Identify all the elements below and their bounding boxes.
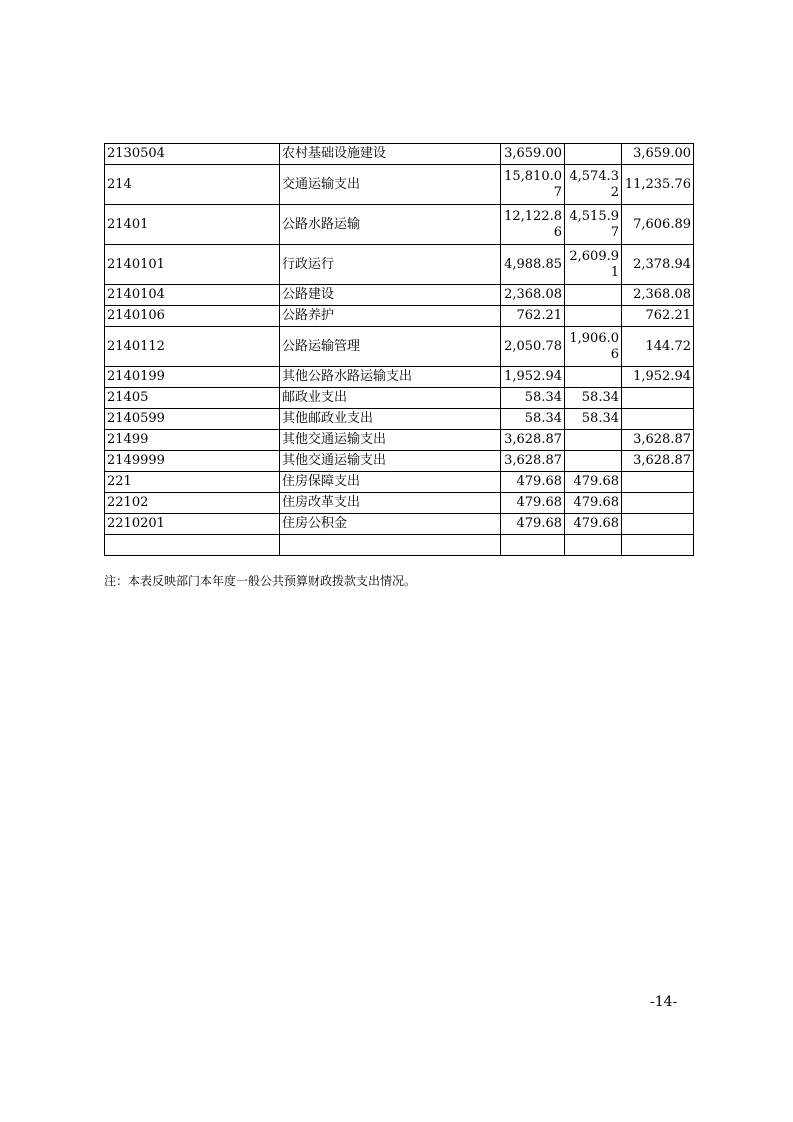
cell-code: 214 xyxy=(105,165,280,205)
table-row xyxy=(105,493,694,514)
cell-basic: 479.68 xyxy=(565,472,622,493)
cell-name: 行政运行 xyxy=(280,245,501,285)
cell-name: 其他邮政业支出 xyxy=(280,409,501,430)
cell-total: 762.21 xyxy=(501,306,565,327)
cell-name: 其他公路水路运输支出 xyxy=(280,367,501,388)
cell-project xyxy=(622,472,694,493)
cell-code: 2210201 xyxy=(105,514,280,535)
cell-code: 2140104 xyxy=(105,285,280,306)
cell-total: 479.68 xyxy=(501,514,565,535)
cell-project xyxy=(622,388,694,409)
cell-total: 479.68 xyxy=(501,493,565,514)
cell-basic: 479.68 xyxy=(565,514,622,535)
cell-code: 21401 xyxy=(105,205,280,245)
cell-project: 2,378.94 xyxy=(622,245,694,285)
cell-basic: 479.68 xyxy=(565,493,622,514)
table-row xyxy=(105,430,694,451)
cell-total: 2,050.78 xyxy=(501,327,565,367)
cell-name: 住房改革支出 xyxy=(280,493,501,514)
cell-project xyxy=(622,535,694,556)
table-row xyxy=(105,388,694,409)
cell-project: 3,659.00 xyxy=(622,144,694,165)
page-number: -14- xyxy=(650,994,678,1010)
expenditure-table xyxy=(104,143,694,556)
cell-name: 邮政业支出 xyxy=(280,388,501,409)
cell-project: 762.21 xyxy=(622,306,694,327)
cell-code: 2140112 xyxy=(105,327,280,367)
cell-code: 2140199 xyxy=(105,367,280,388)
table-row xyxy=(105,514,694,535)
cell-basic xyxy=(565,451,622,472)
cell-basic xyxy=(565,144,622,165)
table-row xyxy=(105,451,694,472)
cell-total: 58.34 xyxy=(501,388,565,409)
table-row xyxy=(105,327,694,367)
table-row xyxy=(105,367,694,388)
cell-total: 58.34 xyxy=(501,409,565,430)
cell-total xyxy=(501,535,565,556)
cell-basic: 58.34 xyxy=(565,388,622,409)
cell-project: 144.72 xyxy=(622,327,694,367)
cell-code: 2140599 xyxy=(105,409,280,430)
cell-project: 3,628.87 xyxy=(622,430,694,451)
table-row xyxy=(105,144,694,165)
cell-total: 3,628.87 xyxy=(501,430,565,451)
cell-project xyxy=(622,514,694,535)
cell-project xyxy=(622,409,694,430)
cell-code: 21405 xyxy=(105,388,280,409)
cell-project: 2,368.08 xyxy=(622,285,694,306)
cell-name: 公路运输管理 xyxy=(280,327,501,367)
cell-basic: 4,574.32 xyxy=(565,165,622,205)
cell-basic: 58.34 xyxy=(565,409,622,430)
table-row xyxy=(105,205,694,245)
cell-code: 21499 xyxy=(105,430,280,451)
cell-name: 农村基础设施建设 xyxy=(280,144,501,165)
cell-name: 住房公积金 xyxy=(280,514,501,535)
table-row xyxy=(105,472,694,493)
table-body xyxy=(105,144,694,556)
cell-total: 479.68 xyxy=(501,472,565,493)
cell-total: 2,368.08 xyxy=(501,285,565,306)
table-row xyxy=(105,165,694,205)
cell-project: 1,952.94 xyxy=(622,367,694,388)
cell-code: 221 xyxy=(105,472,280,493)
cell-basic: 2,609.91 xyxy=(565,245,622,285)
cell-basic xyxy=(565,367,622,388)
cell-name: 其他交通运输支出 xyxy=(280,430,501,451)
cell-total: 15,810.07 xyxy=(501,165,565,205)
cell-name xyxy=(280,535,501,556)
cell-basic xyxy=(565,535,622,556)
cell-code xyxy=(105,535,280,556)
cell-project: 11,235.76 xyxy=(622,165,694,205)
table-row xyxy=(105,285,694,306)
cell-project xyxy=(622,493,694,514)
cell-basic: 1,906.06 xyxy=(565,327,622,367)
cell-code: 2149999 xyxy=(105,451,280,472)
cell-total: 3,659.00 xyxy=(501,144,565,165)
table-note: 注：本表反映部门本年度一般公共预算财政拨款支出情况。 xyxy=(104,574,417,588)
cell-name: 其他交通运输支出 xyxy=(280,451,501,472)
cell-code: 2130504 xyxy=(105,144,280,165)
cell-code: 2140101 xyxy=(105,245,280,285)
cell-name: 公路养护 xyxy=(280,306,501,327)
table-row xyxy=(105,409,694,430)
cell-basic: 4,515.97 xyxy=(565,205,622,245)
cell-basic xyxy=(565,430,622,451)
cell-name: 公路水路运输 xyxy=(280,205,501,245)
cell-project: 3,628.87 xyxy=(622,451,694,472)
cell-code: 22102 xyxy=(105,493,280,514)
cell-code: 2140106 xyxy=(105,306,280,327)
cell-total: 3,628.87 xyxy=(501,451,565,472)
cell-project: 7,606.89 xyxy=(622,205,694,245)
cell-total: 1,952.94 xyxy=(501,367,565,388)
cell-basic xyxy=(565,285,622,306)
cell-name: 住房保障支出 xyxy=(280,472,501,493)
table-row xyxy=(105,535,694,556)
cell-basic xyxy=(565,306,622,327)
cell-name: 交通运输支出 xyxy=(280,165,501,205)
cell-name: 公路建设 xyxy=(280,285,501,306)
table-row xyxy=(105,306,694,327)
table-row xyxy=(105,245,694,285)
cell-total: 12,122.86 xyxy=(501,205,565,245)
cell-total: 4,988.85 xyxy=(501,245,565,285)
